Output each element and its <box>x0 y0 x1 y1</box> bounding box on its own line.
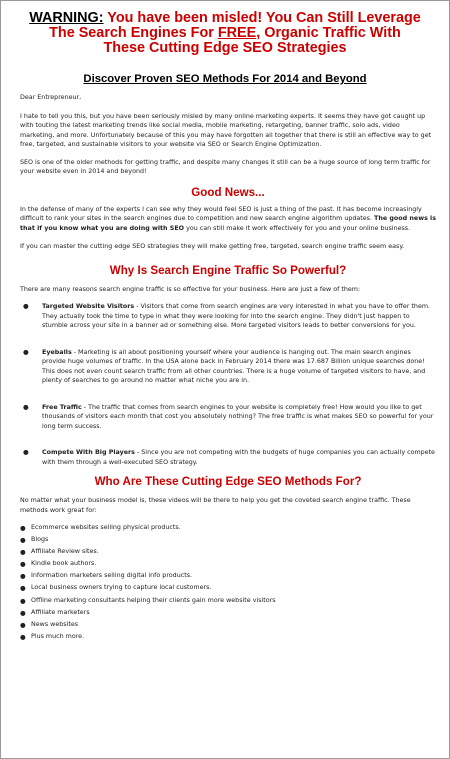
audience-item <box>20 619 436 631</box>
benefit-title: Targeted Website Visitors <box>42 303 135 310</box>
benefit-title: Free Traffic <box>42 403 82 411</box>
bullet-icon: ● <box>23 402 29 411</box>
audience-label: News websites <box>31 620 79 628</box>
good-news-text: In the defense of many of the experts I can see why they would feel SEO is just a thing of the past. It has become increasingly difficult to rank your sites in the search engines due to competition and new search engine algorithm updates. <box>20 205 422 222</box>
audience-label: Information marketers selling digital info products. <box>31 572 193 580</box>
benefit-title: Compete With Big Players <box>42 449 135 456</box>
bullet-icon: ● <box>20 632 26 641</box>
warning-label: WARNING: <box>29 10 104 26</box>
audience-item <box>20 558 436 570</box>
who-intro: No matter what your business model is, these videos will be there to help you get the coveted search engine traffic. These methods work great for: <box>20 497 411 514</box>
audience-item <box>20 582 436 594</box>
good-news-paragraph <box>20 205 436 234</box>
bullet-icon: ● <box>23 448 29 456</box>
good-news-paragraph-2: If you can master the cutting edge SEO strategies they will make getting free, targeted, search engine traffic seem easy. <box>20 243 405 250</box>
subheadline: Discover Proven SEO Methods For 2014 and Beyond <box>83 73 367 85</box>
benefit-item <box>20 403 436 432</box>
good-news-tail: you can still make it work effectively for you and your online business. <box>186 224 411 232</box>
bullet-icon: ● <box>20 524 26 532</box>
audience-label: Plus much more. <box>31 632 85 640</box>
audience-item <box>20 546 436 558</box>
audience-label: Affiliate marketers <box>31 608 90 616</box>
audience-item <box>20 631 436 643</box>
headline-line1: You have been misled! You Can Still Leverage <box>107 10 421 26</box>
bullet-icon: ● <box>20 560 26 569</box>
bullet-icon: ● <box>20 536 26 545</box>
bullet-icon: ● <box>20 620 26 629</box>
good-news-heading: Good News... <box>191 185 265 199</box>
audience-item <box>20 595 436 607</box>
audience-item <box>20 534 436 546</box>
who-heading: Who Are These Cutting Edge SEO Methods For? <box>94 475 362 488</box>
audience-label: Blogs <box>31 536 49 544</box>
why-heading: Why Is Search Engine Traffic So Powerful? <box>109 263 347 277</box>
audience-item <box>20 522 436 534</box>
intro-paragraph: I hate to tell you this, but you have been seriously misled by many online marketing experts. It seems they have got caught up with touting the latest marketing trends like social media, mobile marketing, retargeting, banner traffic, solo ads, video marketing, and more. Unfortunately because of this you may have forgotten all together that there is still an effective way to get free, targeted, and sustainable visitors to your website via SEO or Search Engine Optimization. <box>20 112 432 148</box>
greeting: Dear Entrepreneur, <box>20 94 82 101</box>
bullet-icon: ● <box>20 608 26 617</box>
bullet-icon: ● <box>23 302 29 310</box>
audience-label: Ecommerce websites selling physical products. <box>31 524 181 531</box>
bullet-icon: ● <box>23 347 29 356</box>
bullet-icon: ● <box>20 548 26 557</box>
headline-line3: These Cutting Edge SEO Strategies <box>103 40 347 56</box>
bullet-icon: ● <box>20 596 26 605</box>
audience-list <box>20 522 436 643</box>
benefit-item <box>20 302 436 331</box>
headline-line2-pre: The Search Engines For <box>49 25 214 41</box>
headline-line2-post: , Organic Traffic With <box>256 25 401 41</box>
audience-item <box>20 570 436 582</box>
headline <box>7 11 443 56</box>
audience-label: Offline marketing consultants helping their clients gain more website visitors <box>31 596 276 604</box>
benefit-text: - Visitors that come from search engines are very interested in what you have to offer them. They actually took the time to type in what they were looking for into the search engine. They didn't just happen to stumble across your site in a banner ad or something else. More targeted visitors leads to better conversions for you. <box>42 303 431 329</box>
audience-label: Local business owners trying to capture local customers. <box>31 584 212 592</box>
bullet-icon: ● <box>20 584 26 593</box>
benefit-item <box>20 348 436 386</box>
benefit-item <box>20 448 436 467</box>
benefits-list <box>20 302 436 467</box>
bullet-icon: ● <box>20 572 26 581</box>
benefit-text: - Since you are not competing with the budgets of huge companies you can actually compete with them through a well-executed SEO strategy. <box>42 449 435 466</box>
headline-free: FREE <box>217 25 257 41</box>
benefit-text: - Marketing is all about positioning yourself where your audience is hanging out. The main search engines provide huge volumes of traffic. In the USA alone back in February 2014 there was 17.687 Billion unique searches done! This does not even count search traffic from all other countries. There is a huge volume of targeted visitors to have, and plenty of searches to go around no matter what niche you are in. <box>42 348 426 384</box>
audience-label: Affiliate Review sites. <box>31 548 99 556</box>
why-intro: There are many reasons search engine traffic is so effective for your business. Here are just a few of them: <box>20 285 361 293</box>
audience-label: Kindle book authors. <box>31 560 97 568</box>
audience-item <box>20 607 436 619</box>
body-content <box>20 93 436 643</box>
benefit-text: - The traffic that comes from search engines to your website is completely free! How would you like to get thousands of visitors each month that cost you absolutely nothing? The free traffic is what makes SEO so powerful for your long term success. <box>42 403 434 430</box>
intro-paragraph: SEO is one of the older methods for getting traffic, and despite many changes it still can be a huge source of long term traffic for your website even in 2014 and beyond! <box>20 158 431 175</box>
good-news-bold: The good news is that if you know what you are doing with SEO <box>20 215 437 232</box>
benefit-title: Eyeballs <box>42 348 72 356</box>
